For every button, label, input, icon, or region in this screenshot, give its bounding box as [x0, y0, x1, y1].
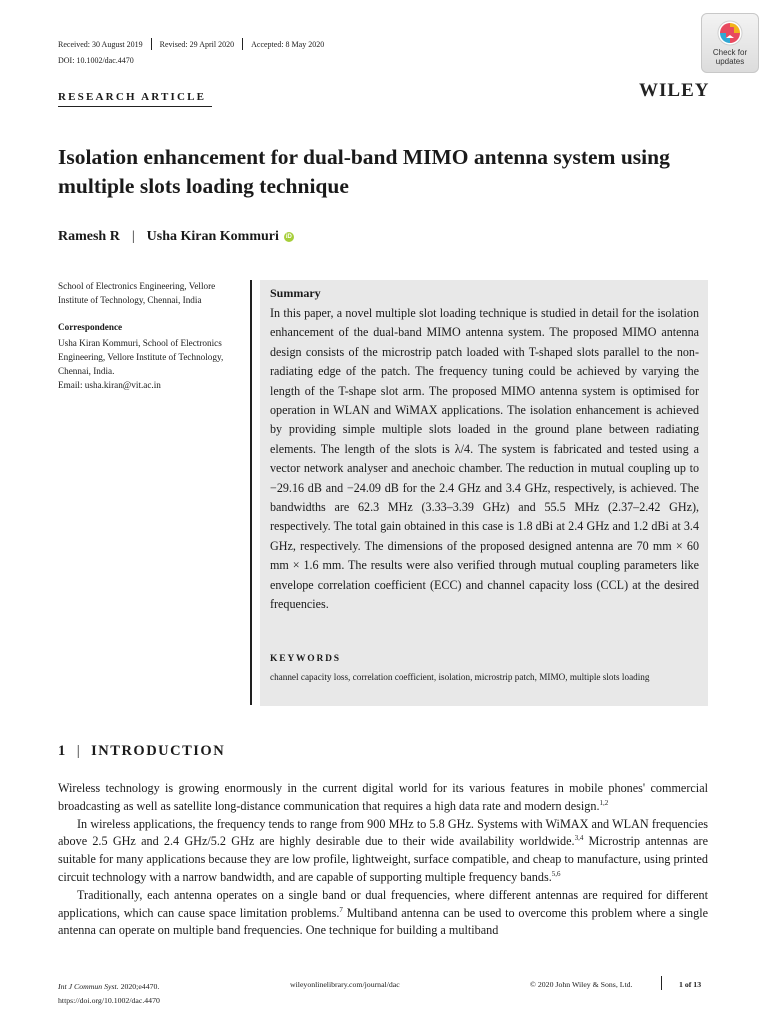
received-date: Received: 30 August 2019 — [58, 39, 143, 49]
date-divider — [151, 38, 152, 50]
date-divider — [242, 38, 243, 50]
revised-date: Revised: 29 April 2020 — [159, 39, 235, 49]
accepted-date: Accepted: 8 May 2020 — [251, 39, 325, 49]
citation-ref[interactable]: 7 — [339, 905, 343, 914]
author-list — [58, 229, 294, 245]
orcid-icon[interactable]: iD — [285, 234, 292, 240]
keywords-list: channel capacity loss, correlation coefficient, isolation, microstrip patch, MIMO, multiple slots loading — [270, 672, 650, 682]
paragraph — [58, 780, 708, 816]
badge-line-2: updates — [715, 57, 745, 66]
abstract-divider — [250, 280, 252, 705]
check-for-updates-icon — [717, 20, 743, 46]
article-type-underline — [58, 106, 212, 107]
paragraph-text: Wireless technology is growing enormously in the current digital world for its various features in mobile phones' commercial broadcasting as well as satellite long-distance communication that requires a high data rate and modern design. — [58, 781, 708, 813]
citation-ref[interactable]: 5,6 — [551, 869, 561, 878]
section-separator: | — [76, 743, 82, 759]
page-number: 1 of 13 — [679, 980, 702, 989]
introduction-body — [58, 780, 708, 940]
paragraph-text: Microstrip antennas are suitable for many applications because they are low profile, lightweight, surface compatible, and cheap to manufacture, using printed circuit technology with a narrow bandwidth, and are capable of supporting multiple frequency bands. — [58, 834, 709, 884]
publisher-logo: WILEY — [639, 80, 710, 101]
abstract-heading: Summary — [270, 286, 321, 300]
author-name[interactable]: Ramesh R — [58, 229, 120, 244]
footer-citation — [58, 980, 160, 1008]
check-for-updates-button[interactable] — [701, 13, 759, 73]
paragraph — [58, 816, 708, 887]
correspondence-block — [58, 336, 244, 392]
citation-ref[interactable]: 3,4 — [574, 834, 584, 843]
author-separator: | — [131, 229, 135, 244]
article-type: RESEARCH ARTICLE — [58, 91, 207, 103]
article-dates — [58, 38, 324, 50]
paragraph-text: Multiband antenna can be used to overcome this problem where a single antenna can operate on multiple band frequencies. One technique for building a multiband — [58, 905, 709, 938]
correspondence-heading: Correspondence — [58, 322, 123, 332]
footer-copyright: © 2020 John Wiley & Sons, Ltd. — [530, 980, 633, 989]
footer-divider — [661, 976, 662, 990]
footer-doi-link[interactable]: https://doi.org/10.1002/dac.4470 — [58, 996, 160, 1005]
citation-ref[interactable]: 1,2 — [599, 798, 609, 807]
paragraph — [58, 887, 708, 940]
article-doi: DOI: 10.1002/dac.4470 — [58, 56, 134, 65]
correspondence-text: Usha Kiran Kommuri, School of Electronics Engineering, Vellore Institute of Technology, Chennai, India. — [58, 338, 224, 376]
journal-name: Int J Commun Syst. — [58, 982, 119, 991]
affiliation: School of Electronics Engineering, Vellore Institute of Technology, Chennai, India — [58, 281, 216, 305]
section-number: 1 — [58, 743, 67, 759]
author-name[interactable]: Usha Kiran Kommuri — [146, 229, 279, 244]
section-title: INTRODUCTION — [91, 743, 226, 759]
citation-info: 2020;e4470. — [118, 982, 160, 991]
badge-line-1: Check for — [712, 48, 748, 57]
correspondence-email[interactable]: Email: usha.kiran@vit.ac.in — [58, 380, 161, 390]
abstract-text: In this paper, a novel multiple slot loading technique is studied in detail for the isolation enhancement of the dual-band MIMO antenna system. The proposed MIMO antenna design consists of the microstrip patch loaded with T-shaped slots parallel to the non-radiating edge of the patch. The frequency tuning could be achieved by varying the length of the T-shape slot arm. The proposed MIMO antenna system is optimised for operation in WLAN and WiMAX applications. The isolation enhancement is achieved by providing simple multiple slots loaded in the ground plane between radiating elements. The length of the slots is λ/4. The system is fabricated and tested using a vector network analyser and anechoic chamber. The reduction in mutual coupling up to −29.16 dB and −24.09 dB for the 2.4 GHz and 3.4 GHz, respectively, is achieved. The bandwidths are 62.3 MHz (3.33–3.39 GHz) and 55.5 MHz (2.37–2.42 GHz), respectively. The total gain obtained in this case is 1.8 dBi at 2.4 GHz and 1.2 dBi at 3.4 GHz, respectively. The dimensions of the proposed designed antenna are 70 mm × 60 mm × 1.6 mm. The results were also verified through mutual coupling parameters like envelope correlation coefficient (ECC) and channel capacity loss (CCL) at the desired frequencies. — [270, 306, 699, 612]
paragraph-text: Traditionally, each antenna operates on a single band or dual frequencies, where different antennas are required for different applications, which can cause space limitation problems. — [58, 887, 708, 920]
article-title: Isolation enhancement for dual-band MIMO antenna system using multiple slots loading technique — [58, 145, 670, 198]
paragraph-text: In wireless applications, the frequency tends to range from 900 MHz to 5.8 GHz. Systems with WiMAX and WLAN frequencies above 2.5 GHz and 2.4 GHz/5.2 GHz are highly desirable due to their wide availability worldwide. — [58, 816, 708, 849]
footer-journal-url[interactable]: wileyonlinelibrary.com/journal/dac — [290, 980, 400, 989]
keywords-heading: KEYWORDS — [270, 654, 341, 664]
section-heading — [58, 743, 225, 760]
